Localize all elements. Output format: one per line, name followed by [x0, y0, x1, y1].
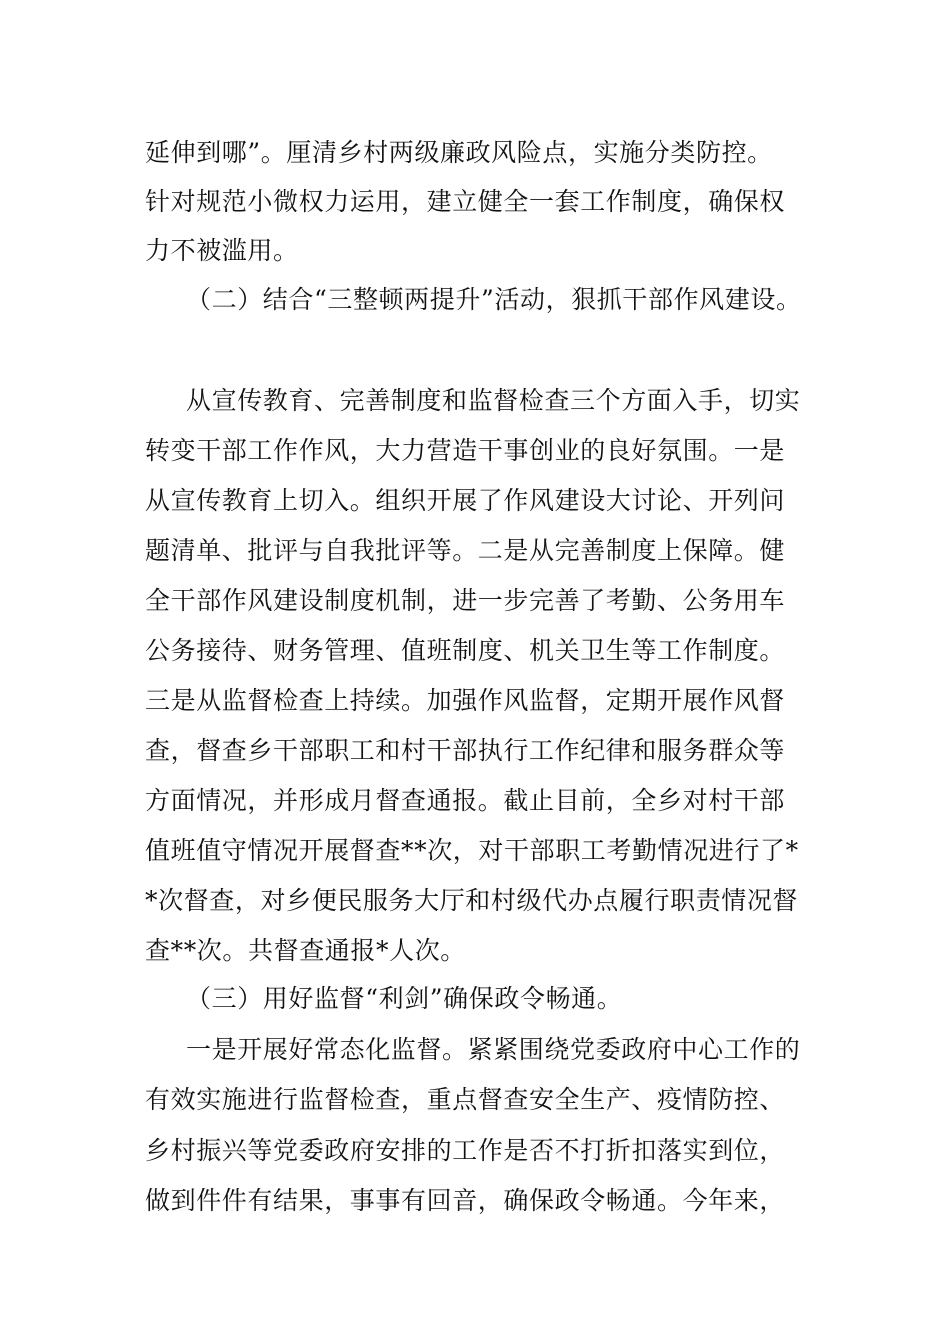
text-line: 一是开展好常态化监督。紧紧围绕党委政府中心工作的: [186, 1035, 801, 1064]
text-line: 从宣传教育上切入。组织开展了作风建设大讨论、开列问: [145, 486, 786, 515]
text-line: 值班值守情况开展督查**次，对干部职工考勤情况进行了*: [145, 836, 799, 865]
text-line: 做到件件有结果，事事有回音，确保政令畅通。今年来，: [145, 1186, 786, 1215]
text-line: 针对规范小微权力运用，建立健全一套工作制度，确保权: [145, 187, 786, 216]
text-line: 乡村振兴等党委政府安排的工作是否不打折扣落实到位，: [145, 1136, 786, 1165]
section-heading: （二）结合“三整顿两提升”活动，狠抓干部作风建设。: [186, 285, 802, 314]
text-line: 查，督查乡干部职工和村干部执行工作纪律和服务群众等: [145, 736, 786, 765]
text-line: 延伸到哪”。厘清乡村两级廉政风险点，实施分类防控。: [145, 138, 773, 167]
text-line: 查**次。共督查通报*人次。: [145, 936, 466, 965]
text-line: 方面情况，并形成月督查通报。截止目前，全乡对村干部: [145, 786, 786, 815]
text-line: 转变干部工作作风，大力营造干事创业的良好氛围。一是: [145, 436, 786, 465]
section-heading: （三）用好监督“利剑”确保政令畅通。: [186, 984, 623, 1013]
text-line: 公务接待、财务管理、值班制度、机关卫生等工作制度。: [145, 636, 786, 665]
text-line: 题清单、批评与自我批评等。二是从完善制度上保障。健: [145, 536, 786, 565]
text-line: 三是从监督检查上持续。加强作风监督，定期开展作风督: [145, 686, 786, 715]
text-line: 从宣传教育、完善制度和监督检查三个方面入手，切实: [186, 386, 801, 415]
text-line: 有效实施进行监督检查，重点督查安全生产、疫情防控、: [145, 1085, 786, 1114]
text-line: 力不被滥用。: [145, 236, 299, 265]
text-line: 全干部作风建设制度机制，进一步完善了考勤、公务用车: [145, 586, 786, 615]
text-line: *次督查，对乡便民服务大厅和村级代办点履行职责情况督: [145, 886, 799, 915]
